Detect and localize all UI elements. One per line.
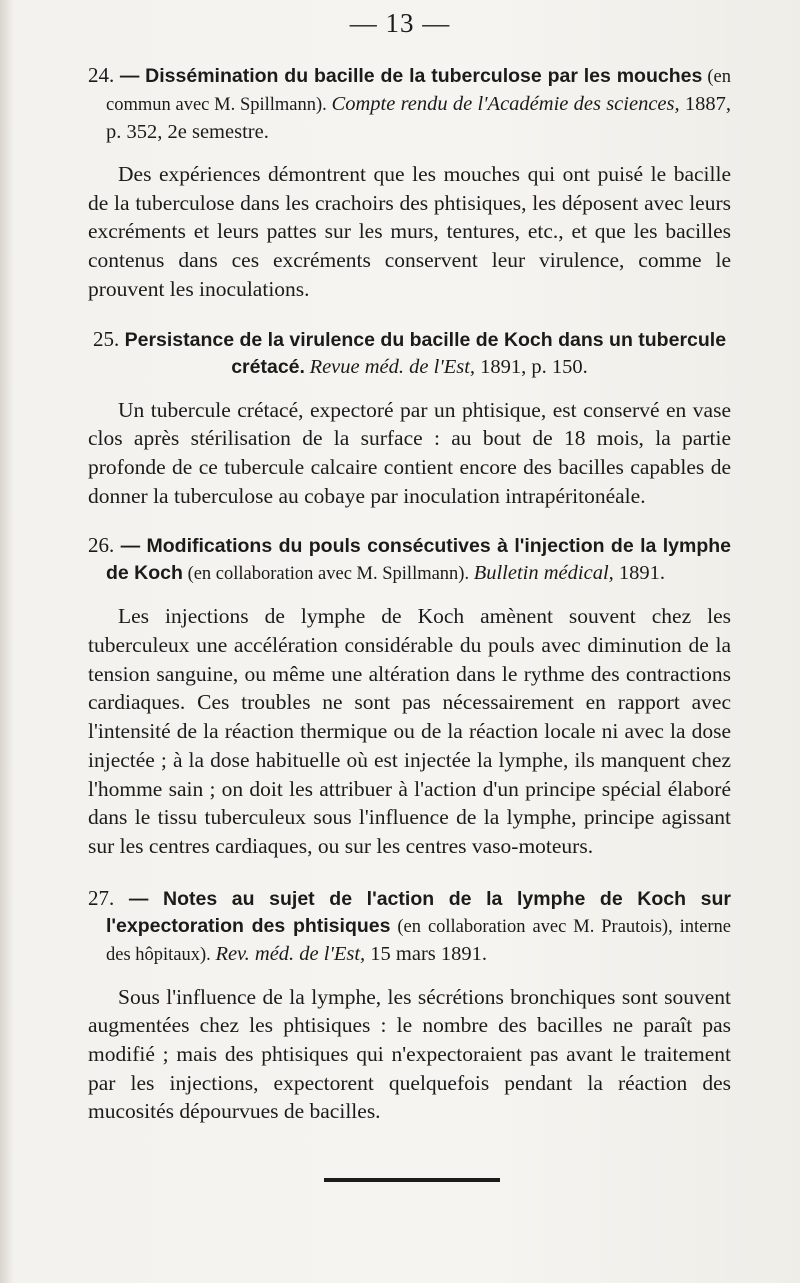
entry-24	[88, 62, 731, 304]
entry-reference: 1891, p. 150.	[475, 355, 588, 378]
entry-body: Les injections de lymphe de Koch amènent souvent chez les tuberculeux une accélération considérable du pouls avec diminution de la tension sanguine, ou même une altération dans le rythme des contractions cardiaques. Ces troubles ne sont pas nécessairement en rapport avec l'intensité de la réaction thermique ou de la réaction locale ni avec la dose injectée ; à la dose habituelle où est injectée la lymphe, ils manquent chez l'homme sain ; on doit les attribuer à l'action d'un principe spécial élaboré dans le tissu tuberculeux sous l'influence de la lymphe, principe agissant sur les centres cardiaques, ou sur les centres vaso-moteurs.	[88, 604, 731, 858]
entry-heading	[88, 326, 731, 382]
entry-26	[88, 532, 731, 860]
entry-number: 25.	[92, 326, 120, 351]
entry-collaboration: (en collaboration avec M. Prautois), interne des hôpitaux).	[106, 916, 731, 965]
entry-heading	[88, 532, 731, 588]
entry-reference: 1891.	[613, 562, 666, 585]
page-number: — 13 —	[349, 8, 451, 38]
entry-25	[88, 326, 731, 511]
entry-reference: 15 mars 1891.	[365, 942, 488, 965]
entry-heading	[88, 885, 731, 969]
entry-number: 27.	[88, 885, 115, 910]
entry-heading	[88, 62, 731, 146]
entry-27	[88, 885, 731, 1127]
entry-body: Un tubercule crétacé, expectoré par un phtisique, est conservé en vase clos après stérilisation de la surface : au bout de 18 mois, la partie profonde de ce tubercule calcaire contient encore des bacilles capables de donner la tuberculose au cobaye par inoculation intrapéritonéale.	[88, 397, 731, 508]
entry-title: — Dissémination du bacille de la tuberculose par les mouches	[119, 65, 703, 87]
entry-title: — Notes au sujet de l'action de la lymphe de Koch sur l'expectoration des phtisiques	[106, 887, 731, 937]
entry-number: 24.	[88, 63, 115, 87]
entry-number: 26.	[88, 533, 115, 558]
entry-source: Revue méd. de l'Est,	[309, 355, 476, 378]
entry-collaboration: (en commun avec M. Spillmann).	[106, 67, 732, 115]
entry-body: Sous l'influence de la lymphe, les sécrétions bronchiques sont souvent augmentées chez les phtisiques : le nombre des bacilles ne paraît pas modifié ; mais des phtisiques qui n'expectoraient pas avant le traitement par les injections, expectorent quelquefois pendant la réaction des mucosités dépourvues de bacilles.	[88, 984, 731, 1124]
entry-title: — Modifications du pouls consécutives à l'injection de la lymphe de Koch	[106, 535, 731, 585]
entry-source: Bulletin médical,	[473, 562, 614, 585]
entry-collaboration: (en collaboration avec M. Spillmann).	[182, 564, 474, 585]
entry-title: Persistance de la virulence du bacille de Koch dans un tubercule crétacé.	[119, 328, 727, 378]
page-content	[88, 62, 731, 1126]
closing-rule	[324, 1178, 500, 1182]
entry-source: Rev. méd. de l'Est,	[215, 942, 366, 965]
entry-reference: 1887, p. 352, 2e semestre.	[106, 93, 731, 143]
entry-source: Compte rendu de l'Académie des sciences,	[331, 93, 680, 115]
entry-body: Des expériences démontrent que les mouches qui ont puisé le bacille de la tuberculose dans les crachoirs des phtisiques, les déposent avec leurs excréments et leurs pattes sur les murs, tentures, etc., et que les bacilles contenus dans ces excréments conservent leur virulence, comme le prouvent les inoculations.	[88, 162, 731, 301]
